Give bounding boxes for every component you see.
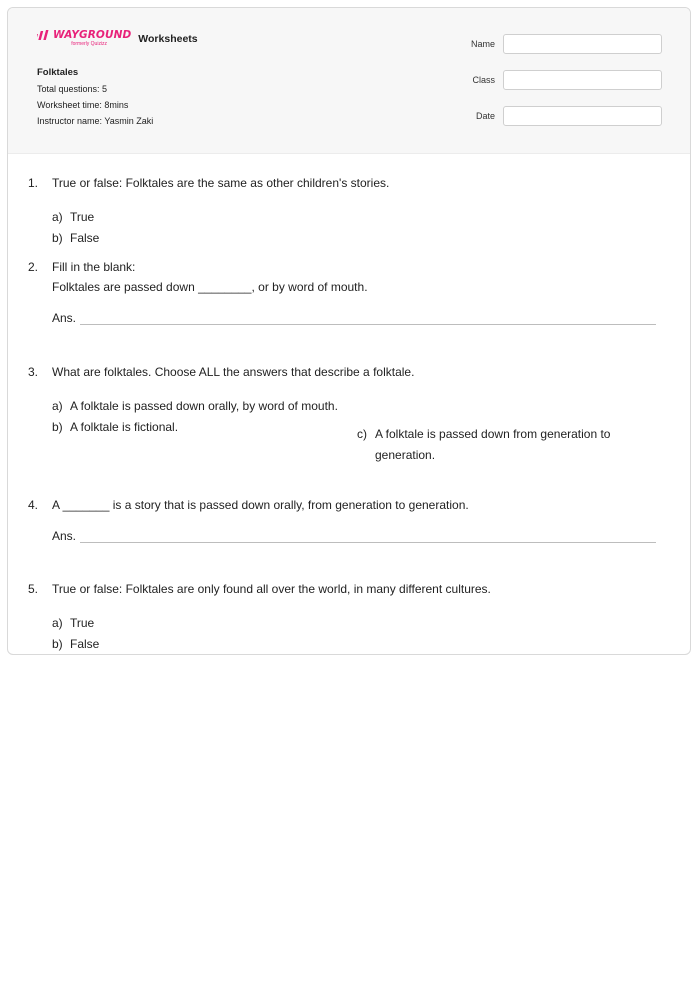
brand-title: Worksheets <box>138 33 198 45</box>
option-letter: b) <box>52 420 63 434</box>
logo-text: WAYGROUND <box>53 29 132 41</box>
answer-label: Ans. <box>52 311 77 325</box>
option-text: True <box>70 616 95 630</box>
logo-subtitle: formerly Quizizz <box>71 41 108 47</box>
option-c[interactable] <box>357 424 617 466</box>
name-input[interactable] <box>503 34 662 54</box>
answer-row <box>52 529 656 543</box>
question-number: 3. <box>28 365 39 379</box>
option-b[interactable] <box>52 634 357 655</box>
question-text: True or false: Folktales are the same as other children's stories. <box>52 176 390 190</box>
option-text: False <box>70 231 100 245</box>
option-text: A folktale is passed down from generation to generation. <box>375 427 611 462</box>
worksheet-card <box>7 7 691 655</box>
worksheet-title: Folktales <box>37 67 79 78</box>
question-text: What are folktales. Choose ALL the answers that describe a folktale. <box>52 365 415 379</box>
class-field-row <box>463 70 662 90</box>
question-text: A _______ is a story that is passed down orally, from generation to generation. <box>52 498 469 512</box>
question-number: 5. <box>28 582 39 596</box>
option-a[interactable] <box>52 613 357 634</box>
question-1 <box>28 173 656 249</box>
answer-row <box>52 311 656 325</box>
option-text: A folktale is fictional. <box>70 420 179 434</box>
instructor-name: Instructor name: Yasmin Zaki <box>37 116 154 126</box>
question-number: 1. <box>28 176 39 190</box>
option-letter: c) <box>357 427 367 441</box>
option-text: False <box>70 637 100 651</box>
option-b[interactable] <box>52 417 357 466</box>
name-field-row <box>463 34 662 54</box>
worksheet-time: Worksheet time: 8mins <box>37 100 129 110</box>
wayground-logo <box>37 29 131 48</box>
option-b[interactable] <box>52 228 357 249</box>
option-letter: a) <box>52 210 63 224</box>
total-questions: Total questions: 5 <box>37 84 108 94</box>
brand <box>37 29 198 48</box>
answer-label: Ans. <box>52 529 77 543</box>
option-letter: b) <box>52 231 63 245</box>
question-3 <box>28 362 656 466</box>
question-5 <box>28 579 656 655</box>
question-text-blank: Folktales are passed down ________, or by word of mouth. <box>52 280 368 294</box>
options <box>52 396 656 466</box>
option-text: A folktale is passed down orally, by word of mouth. <box>70 399 338 413</box>
question-text: True or false: Folktales are only found all over the world, in many different cultures. <box>52 582 491 596</box>
option-letter: a) <box>52 399 63 413</box>
answer-line[interactable] <box>80 530 656 543</box>
class-label: Class <box>472 75 495 85</box>
answer-line[interactable] <box>80 312 656 325</box>
options <box>52 207 656 249</box>
option-text: True <box>70 210 95 224</box>
question-2 <box>28 257 656 325</box>
option-a[interactable] <box>52 207 357 228</box>
option-a[interactable] <box>52 396 357 417</box>
options <box>52 613 656 655</box>
date-input[interactable] <box>503 106 662 126</box>
question-4 <box>28 495 656 543</box>
question-text: Fill in the blank: <box>52 260 136 274</box>
worksheet-header <box>8 8 690 154</box>
name-label: Name <box>470 39 495 49</box>
question-number: 2. <box>28 260 39 274</box>
worksheet-meta <box>37 67 153 132</box>
option-letter: b) <box>52 637 63 651</box>
option-letter: a) <box>52 616 63 630</box>
date-label: Date <box>475 111 495 121</box>
date-field-row <box>463 106 662 126</box>
question-number: 4. <box>28 498 39 512</box>
class-input[interactable] <box>503 70 662 90</box>
logo-mark-icon <box>37 30 50 41</box>
